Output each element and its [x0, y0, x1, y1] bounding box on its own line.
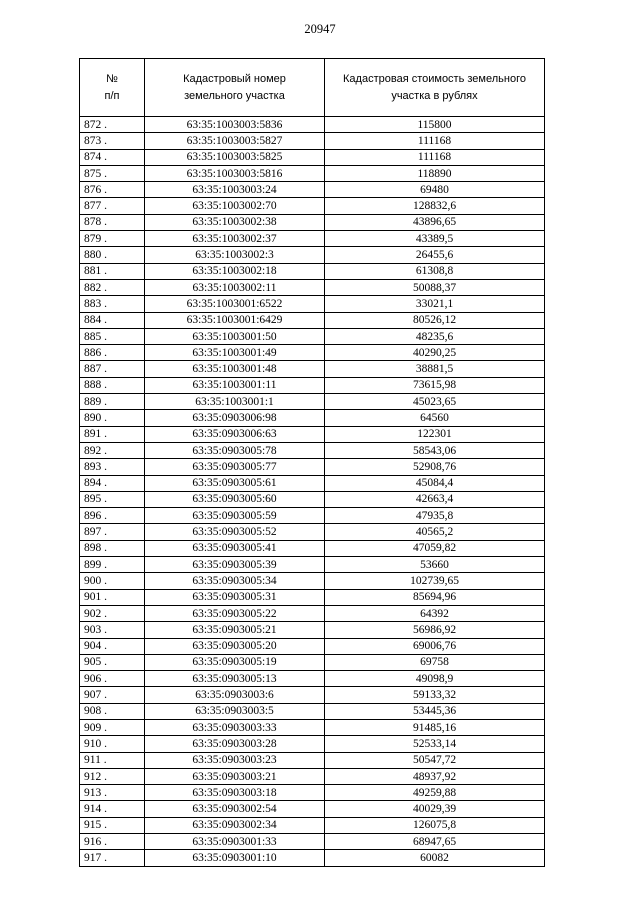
table-row — [80, 573, 545, 589]
cadastral-value: 61308,8 — [325, 263, 545, 279]
cadastral-number: 63:35:0903005:61 — [145, 475, 325, 491]
table-row — [80, 361, 545, 377]
row-number: 907 . — [80, 687, 145, 703]
cadastral-number: 63:35:0903001:10 — [145, 850, 325, 866]
table-row — [80, 491, 545, 507]
cadastral-number: 63:35:0903003:5 — [145, 703, 325, 719]
cadastral-number: 63:35:1003003:5836 — [145, 117, 325, 133]
table-row — [80, 214, 545, 230]
row-number: 891 . — [80, 426, 145, 442]
row-number: 904 . — [80, 638, 145, 654]
row-number: 882 . — [80, 279, 145, 295]
row-number: 894 . — [80, 475, 145, 491]
cadastral-value: 126075,8 — [325, 817, 545, 833]
table-row — [80, 834, 545, 850]
table-row — [80, 410, 545, 426]
row-number: 883 . — [80, 296, 145, 312]
row-number: 887 . — [80, 361, 145, 377]
row-number: 903 . — [80, 622, 145, 638]
table-row — [80, 133, 545, 149]
cadastral-value: 52908,76 — [325, 459, 545, 475]
table-row — [80, 508, 545, 524]
cadastral-number: 63:35:1003001:49 — [145, 345, 325, 361]
table-row — [80, 345, 545, 361]
cadastral-number: 63:35:1003001:50 — [145, 328, 325, 344]
row-number: 874 . — [80, 149, 145, 165]
cadastral-number: 63:35:0903003:33 — [145, 719, 325, 735]
row-number: 902 . — [80, 605, 145, 621]
row-number: 878 . — [80, 214, 145, 230]
row-number: 873 . — [80, 133, 145, 149]
cadastral-number: 63:35:0903005:20 — [145, 638, 325, 654]
table-row — [80, 557, 545, 573]
cadastral-number: 63:35:1003001:1 — [145, 394, 325, 410]
row-number: 890 . — [80, 410, 145, 426]
cadastral-number: 63:35:0903006:98 — [145, 410, 325, 426]
table-row — [80, 442, 545, 458]
table-row — [80, 850, 545, 866]
cadastral-value: 49098,9 — [325, 671, 545, 687]
cadastral-value: 48937,92 — [325, 768, 545, 784]
cadastral-value: 118890 — [325, 165, 545, 181]
row-number: 917 . — [80, 850, 145, 866]
cadastral-number: 63:35:0903006:63 — [145, 426, 325, 442]
cadastral-value: 60082 — [325, 850, 545, 866]
table-row — [80, 801, 545, 817]
cadastral-value: 68947,65 — [325, 834, 545, 850]
cadastral-number: 63:35:1003001:6429 — [145, 312, 325, 328]
cadastral-number: 63:35:0903005:77 — [145, 459, 325, 475]
cadastral-value: 42663,4 — [325, 491, 545, 507]
cadastral-number: 63:35:0903005:13 — [145, 671, 325, 687]
row-number: 898 . — [80, 540, 145, 556]
cadastral-value: 85694,96 — [325, 589, 545, 605]
cadastral-value: 43896,65 — [325, 214, 545, 230]
cadastral-value: 38881,5 — [325, 361, 545, 377]
row-number: 881 . — [80, 263, 145, 279]
page-number: 20947 — [304, 22, 336, 36]
table-body — [80, 117, 545, 867]
row-number: 879 . — [80, 231, 145, 247]
table-row — [80, 540, 545, 556]
table-row — [80, 149, 545, 165]
table-row — [80, 817, 545, 833]
table-row — [80, 377, 545, 393]
cadastral-value: 111168 — [325, 149, 545, 165]
cadastral-value: 45084,4 — [325, 475, 545, 491]
cadastral-number: 63:35:0903005:31 — [145, 589, 325, 605]
cadastral-number: 63:35:0903003:6 — [145, 687, 325, 703]
table-row — [80, 198, 545, 214]
cadastral-number: 63:35:1003003:24 — [145, 182, 325, 198]
cadastral-value: 45023,65 — [325, 394, 545, 410]
cadastral-number: 63:35:0903005:34 — [145, 573, 325, 589]
cadastral-number: 63:35:0903003:28 — [145, 736, 325, 752]
table-row — [80, 426, 545, 442]
cadastral-number: 63:35:1003002:37 — [145, 231, 325, 247]
cadastral-value: 47059,82 — [325, 540, 545, 556]
cadastral-value: 64392 — [325, 605, 545, 621]
cadastral-value: 40029,39 — [325, 801, 545, 817]
cadastral-value: 73615,98 — [325, 377, 545, 393]
row-number: 888 . — [80, 377, 145, 393]
cadastral-number: 63:35:1003001:48 — [145, 361, 325, 377]
table-row — [80, 247, 545, 263]
cadastral-number: 63:35:0903005:78 — [145, 442, 325, 458]
row-number: 900 . — [80, 573, 145, 589]
table-row — [80, 687, 545, 703]
table-row — [80, 394, 545, 410]
cadastral-value: 47935,8 — [325, 508, 545, 524]
table-row — [80, 752, 545, 768]
cadastral-number: 63:35:0903005:59 — [145, 508, 325, 524]
row-number: 892 . — [80, 442, 145, 458]
table-row — [80, 312, 545, 328]
cadastral-value: 49259,88 — [325, 785, 545, 801]
row-number: 875 . — [80, 165, 145, 181]
row-number: 897 . — [80, 524, 145, 540]
cadastral-number: 63:35:0903005:21 — [145, 622, 325, 638]
table-row — [80, 475, 545, 491]
table-row — [80, 605, 545, 621]
cadastral-number: 63:35:0903003:18 — [145, 785, 325, 801]
cadastral-value: 59133,32 — [325, 687, 545, 703]
row-number: 884 . — [80, 312, 145, 328]
cadastral-value: 69006,76 — [325, 638, 545, 654]
cadastral-number: 63:35:0903005:52 — [145, 524, 325, 540]
table-row — [80, 589, 545, 605]
table-row — [80, 165, 545, 181]
row-number: 912 . — [80, 768, 145, 784]
row-number: 886 . — [80, 345, 145, 361]
header-row — [80, 59, 545, 117]
cadastral-value: 56986,92 — [325, 622, 545, 638]
row-number: 889 . — [80, 394, 145, 410]
table-row — [80, 459, 545, 475]
header-cadastral-number: Кадастровый номер земельного участка — [145, 59, 325, 117]
table-row — [80, 182, 545, 198]
cadastral-number: 63:35:0903005:39 — [145, 557, 325, 573]
cadastral-value: 69480 — [325, 182, 545, 198]
row-number: 914 . — [80, 801, 145, 817]
cadastral-value: 91485,16 — [325, 719, 545, 735]
table-row — [80, 622, 545, 638]
table-row — [80, 296, 545, 312]
cadastral-value: 50088,37 — [325, 279, 545, 295]
cadastral-number: 63:35:1003002:11 — [145, 279, 325, 295]
row-number: 877 . — [80, 198, 145, 214]
cadastral-value: 40565,2 — [325, 524, 545, 540]
cadastral-number: 63:35:1003003:5825 — [145, 149, 325, 165]
row-number: 880 . — [80, 247, 145, 263]
row-number: 872 . — [80, 117, 145, 133]
cadastral-number: 63:35:1003003:5827 — [145, 133, 325, 149]
row-number: 908 . — [80, 703, 145, 719]
cadastral-value: 53445,36 — [325, 703, 545, 719]
row-number: 895 . — [80, 491, 145, 507]
table-row — [80, 768, 545, 784]
cadastral-value: 80526,12 — [325, 312, 545, 328]
cadastral-value: 58543,06 — [325, 442, 545, 458]
row-number: 876 . — [80, 182, 145, 198]
cadastral-value: 102739,65 — [325, 573, 545, 589]
table-row — [80, 654, 545, 670]
cadastral-number: 63:35:1003001:11 — [145, 377, 325, 393]
cadastral-value: 128832,6 — [325, 198, 545, 214]
row-number: 916 . — [80, 834, 145, 850]
row-number: 905 . — [80, 654, 145, 670]
cadastral-number: 63:35:0903002:54 — [145, 801, 325, 817]
cadastral-value: 111168 — [325, 133, 545, 149]
table-row — [80, 524, 545, 540]
cadastral-value: 53660 — [325, 557, 545, 573]
cadastral-value: 69758 — [325, 654, 545, 670]
cadastral-value: 40290,25 — [325, 345, 545, 361]
cadastral-value: 64560 — [325, 410, 545, 426]
cadastral-value: 50547,72 — [325, 752, 545, 768]
cadastral-number: 63:35:1003002:38 — [145, 214, 325, 230]
cadastral-number: 63:35:0903003:21 — [145, 768, 325, 784]
cadastral-value: 43389,5 — [325, 231, 545, 247]
table-row — [80, 785, 545, 801]
cadastral-value: 48235,6 — [325, 328, 545, 344]
table-row — [80, 279, 545, 295]
cadastral-number: 63:35:1003002:18 — [145, 263, 325, 279]
cadastral-value: 122301 — [325, 426, 545, 442]
table-row — [80, 638, 545, 654]
table-header — [80, 59, 545, 117]
row-number: 901 . — [80, 589, 145, 605]
cadastral-value-table — [79, 58, 545, 867]
table-row — [80, 117, 545, 133]
cadastral-value: 26455,6 — [325, 247, 545, 263]
table-row — [80, 263, 545, 279]
row-number: 893 . — [80, 459, 145, 475]
cadastral-number: 63:35:0903002:34 — [145, 817, 325, 833]
row-number: 910 . — [80, 736, 145, 752]
cadastral-number: 63:35:0903003:23 — [145, 752, 325, 768]
cadastral-number: 63:35:0903001:33 — [145, 834, 325, 850]
cadastral-number: 63:35:1003002:70 — [145, 198, 325, 214]
row-number: 906 . — [80, 671, 145, 687]
table-row — [80, 736, 545, 752]
header-cadastral-value: Кадастровая стоимость земельного участка в рублях — [325, 59, 545, 117]
header-num: № п/п — [80, 59, 145, 117]
cadastral-number: 63:35:0903005:60 — [145, 491, 325, 507]
row-number: 899 . — [80, 557, 145, 573]
row-number: 913 . — [80, 785, 145, 801]
table-row — [80, 719, 545, 735]
table-row — [80, 703, 545, 719]
cadastral-value: 33021,1 — [325, 296, 545, 312]
cadastral-value: 115800 — [325, 117, 545, 133]
cadastral-value: 52533,14 — [325, 736, 545, 752]
row-number: 915 . — [80, 817, 145, 833]
cadastral-number: 63:35:0903005:22 — [145, 605, 325, 621]
table-row — [80, 231, 545, 247]
cadastral-number: 63:35:1003001:6522 — [145, 296, 325, 312]
cadastral-number: 63:35:1003002:3 — [145, 247, 325, 263]
cadastral-number: 63:35:0903005:41 — [145, 540, 325, 556]
row-number: 885 . — [80, 328, 145, 344]
cadastral-number: 63:35:0903005:19 — [145, 654, 325, 670]
row-number: 909 . — [80, 719, 145, 735]
row-number: 911 . — [80, 752, 145, 768]
table-row — [80, 671, 545, 687]
table-row — [80, 328, 545, 344]
cadastral-number: 63:35:1003003:5816 — [145, 165, 325, 181]
row-number: 896 . — [80, 508, 145, 524]
